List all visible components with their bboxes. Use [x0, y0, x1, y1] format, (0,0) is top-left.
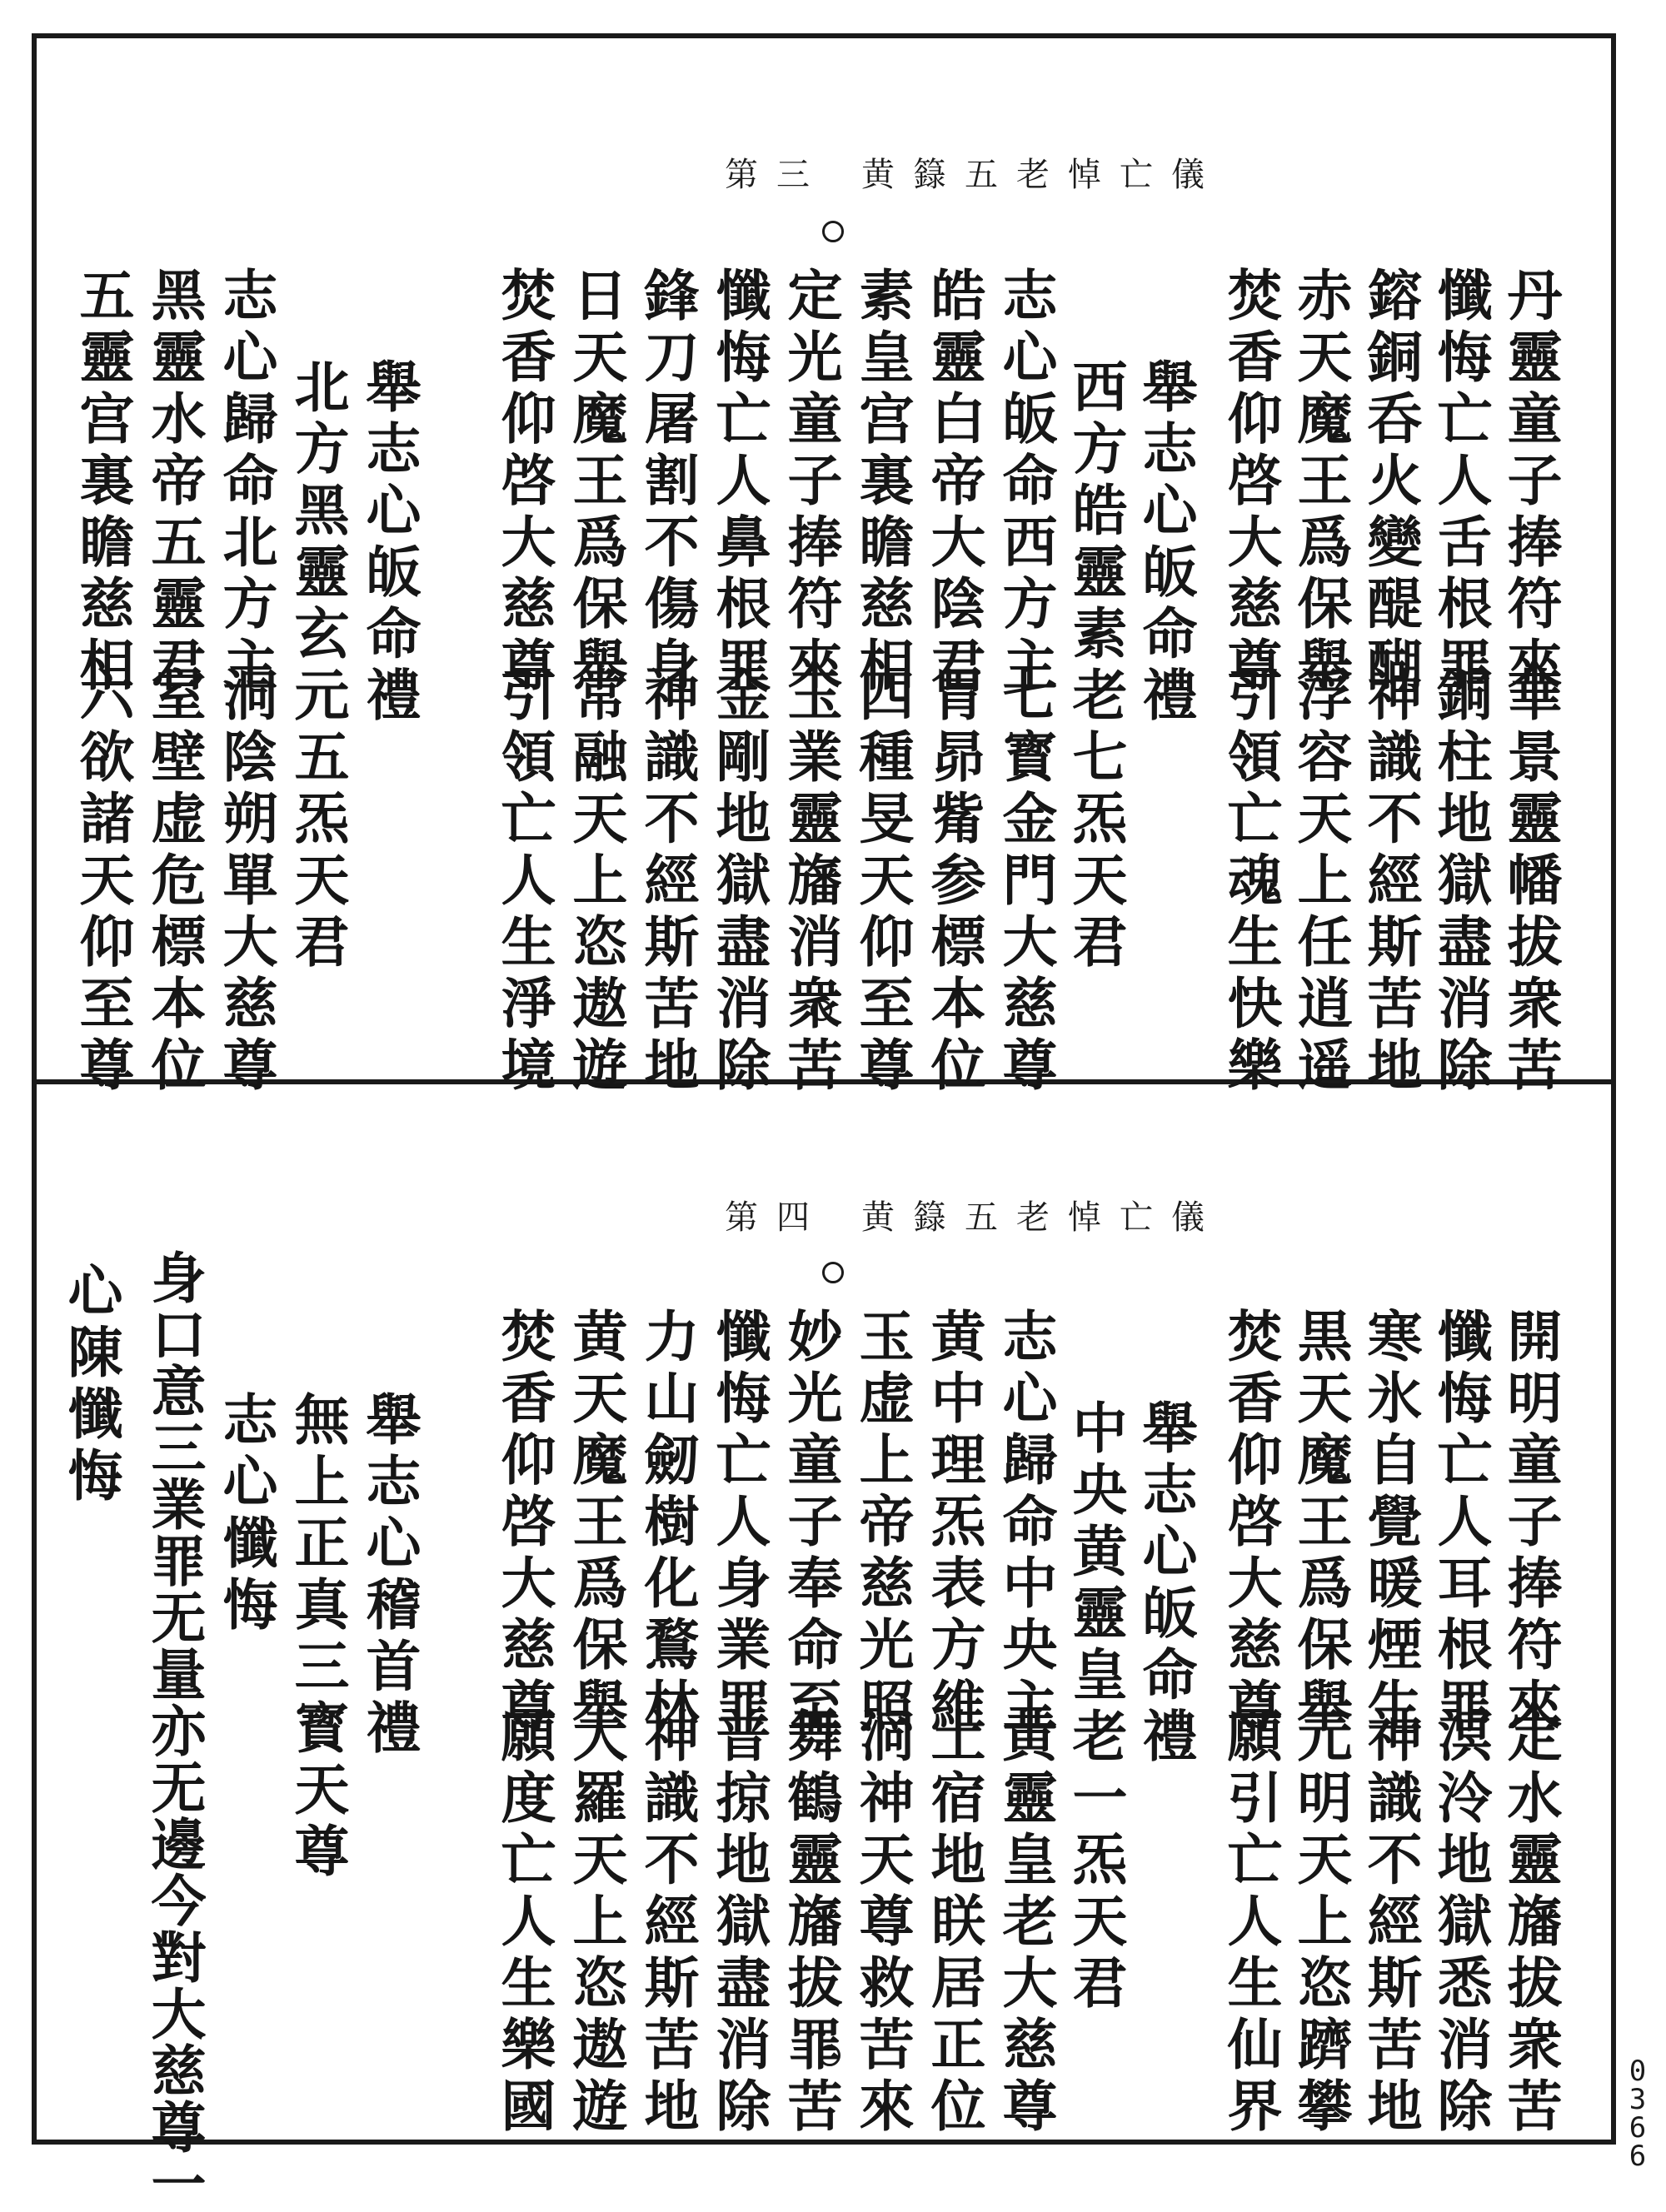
- lower-folio: 第四: [725, 1198, 828, 1237]
- west-invocation: 舉志心皈命禮: [1133, 358, 1198, 728]
- lower-right-lower-line-1: 定水靈旛拔衆苦: [1498, 1707, 1563, 2139]
- north-lower-line-1: 洞陰朔單大慈尊: [213, 666, 278, 1098]
- west-lower-line-1: 七寳金門大慈尊: [993, 666, 1058, 1098]
- center-lower-line-6: 神識不經斯苦地: [635, 1707, 700, 2139]
- upper-header-title: 黄籙五老悼亡儀: [861, 156, 1223, 194]
- lower-header-title: 黄籙五老悼亡儀: [861, 1198, 1223, 1237]
- center-lower-line-1: 黄靈皇老大慈尊: [993, 1707, 1058, 2139]
- west-line-6: 鋒刀屠割不傷身: [635, 267, 700, 698]
- center-line-5: 懺悔亡人身業罪: [706, 1308, 771, 1739]
- west-line-4: 定光童子捧符來: [778, 267, 843, 698]
- lower-top-circle-mark: [822, 1262, 844, 1283]
- center-lower-line-5: 普掠地獄盡消除: [706, 1707, 771, 2139]
- upper-right-line-5: 焚香仰啓大慈尊: [1218, 267, 1283, 698]
- center-invocation: 舉志心皈命禮: [1133, 1399, 1198, 1769]
- center-lower-line-3: 洞神天尊救苦來: [850, 1707, 915, 2139]
- closing-confession: 身口意三業罪无量亦无邊今對大慈尊一: [142, 1249, 207, 2212]
- lower-right-line-4: 黒天魔王爲保舉: [1288, 1308, 1353, 1739]
- west-line-2: 皓靈白帝大陰君: [921, 267, 986, 698]
- upper-right-line-2: 懺悔亡人舌根罪: [1428, 267, 1493, 698]
- upper-right-lower-line-1: 華景靈幡拔衆苦: [1498, 666, 1563, 1098]
- north-lower-line-2: 室壁虚危標本位: [142, 666, 207, 1098]
- lower-right-line-2: 懺悔亡人耳根罪: [1428, 1308, 1493, 1739]
- closing-invocation: 舉志心稽首禮: [357, 1391, 421, 1761]
- north-line-3: 五靈宫裏瞻慈相: [70, 267, 135, 698]
- center-line-3: 玉虚上帝慈光照: [850, 1308, 915, 1739]
- west-line-3: 素皇宫裏瞻慈相: [850, 267, 915, 698]
- upper-running-header: [725, 148, 1223, 196]
- center-line-8: 焚香仰啓大慈尊: [491, 1308, 556, 1739]
- center-deity-title: 中央黄靈皇老一炁天君: [1063, 1399, 1128, 2015]
- upper-right-line-3: 鎔銅呑火變醍醐: [1358, 267, 1423, 698]
- center-line-6: 力山劒樹化鶩林: [635, 1308, 700, 1739]
- center-lower-line-8: 願度亡人生樂國: [491, 1707, 556, 2139]
- west-line-8: 焚香仰啓大慈尊: [491, 267, 556, 698]
- north-invocation: 舉志心皈命禮: [357, 358, 421, 728]
- center-lower-line-4: 舞鶴靈旛拔罪苦: [778, 1707, 843, 2139]
- center-line-4: 妙光童子奉命至: [778, 1308, 843, 1739]
- west-lower-line-5: 金剛地獄盡消除: [706, 666, 771, 1098]
- upper-right-line-1: 丹靈童子捧符來: [1498, 267, 1563, 698]
- upper-right-line-4: 赤天魔王爲保舉: [1288, 267, 1353, 698]
- west-line-7: 日天魔王爲保舉: [563, 267, 628, 698]
- center-line-1: 志心歸命中央主: [993, 1308, 1058, 1739]
- lower-right-lower-line-2: 溟泠地獄悉消除: [1428, 1707, 1493, 2139]
- west-lower-line-3: 四種旻天仰至尊: [850, 666, 915, 1098]
- upper-right-lower-line-5: 引領亡魂生快樂: [1218, 666, 1283, 1098]
- page-number: 0366: [1629, 2055, 1647, 2173]
- west-lower-line-7: 常融天上恣遨遊: [563, 666, 628, 1098]
- lower-right-line-3: 寒氷自覺暖煙生: [1358, 1308, 1423, 1739]
- upper-folio: 第三: [725, 156, 828, 194]
- closing-title-line: 無上正真三寳天尊: [285, 1391, 350, 1884]
- upper-top-circle-mark: [822, 221, 844, 242]
- west-line-5: 懺悔亡人鼻根罪: [706, 267, 771, 698]
- center-lower-line-2: 土宿地眹居正位: [921, 1707, 986, 2139]
- upper-right-lower-line-4: 浮容天上任逍遥: [1288, 666, 1353, 1098]
- west-lower-line-6: 神識不經斯苦地: [635, 666, 700, 1098]
- north-line-1: 志心歸命北方主: [213, 267, 278, 698]
- upper-right-lower-line-3: 神識不經斯苦地: [1358, 666, 1423, 1098]
- north-lower-line-3: 六欲諸天仰至尊: [70, 666, 135, 1098]
- west-line-1: 志心皈命西方主: [993, 267, 1058, 698]
- west-lower-line-2: 胃昴觜参標本位: [921, 666, 986, 1098]
- closing-sub-line: 志心懺悔: [213, 1391, 278, 1637]
- center-line-7: 黄天魔王爲保舉: [563, 1308, 628, 1739]
- lower-right-line-5: 焚香仰啓大慈尊: [1218, 1308, 1283, 1739]
- west-lower-line-8: 引領亡人生淨境: [491, 666, 556, 1098]
- lower-right-lower-line-3: 神識不經斯苦地: [1358, 1707, 1423, 2139]
- closing-confession-end: 心陳懺悔: [58, 1262, 123, 1508]
- center-lower-line-7: 大羅天上恣遨遊: [563, 1707, 628, 2139]
- north-deity-title: 北方黑靈玄元五炁天君: [285, 358, 350, 974]
- west-lower-line-4: 玉業靈旛消衆苦: [778, 666, 843, 1098]
- center-line-2: 黄中理炁表方維: [921, 1308, 986, 1739]
- upper-right-lower-line-2: 銅柱地獄盡消除: [1428, 666, 1493, 1098]
- west-deity-title: 西方皓靈素老七炁天君: [1063, 358, 1128, 974]
- lower-right-lower-line-5: 願引亡人生仙界: [1218, 1707, 1283, 2139]
- north-line-2: 黑靈水帝五靈君: [142, 267, 207, 698]
- lower-right-line-1: 開明童子捧符來: [1498, 1308, 1563, 1739]
- lower-running-header: [725, 1191, 1223, 1238]
- lower-right-lower-line-4: 元明天上恣躋攀: [1288, 1707, 1353, 2139]
